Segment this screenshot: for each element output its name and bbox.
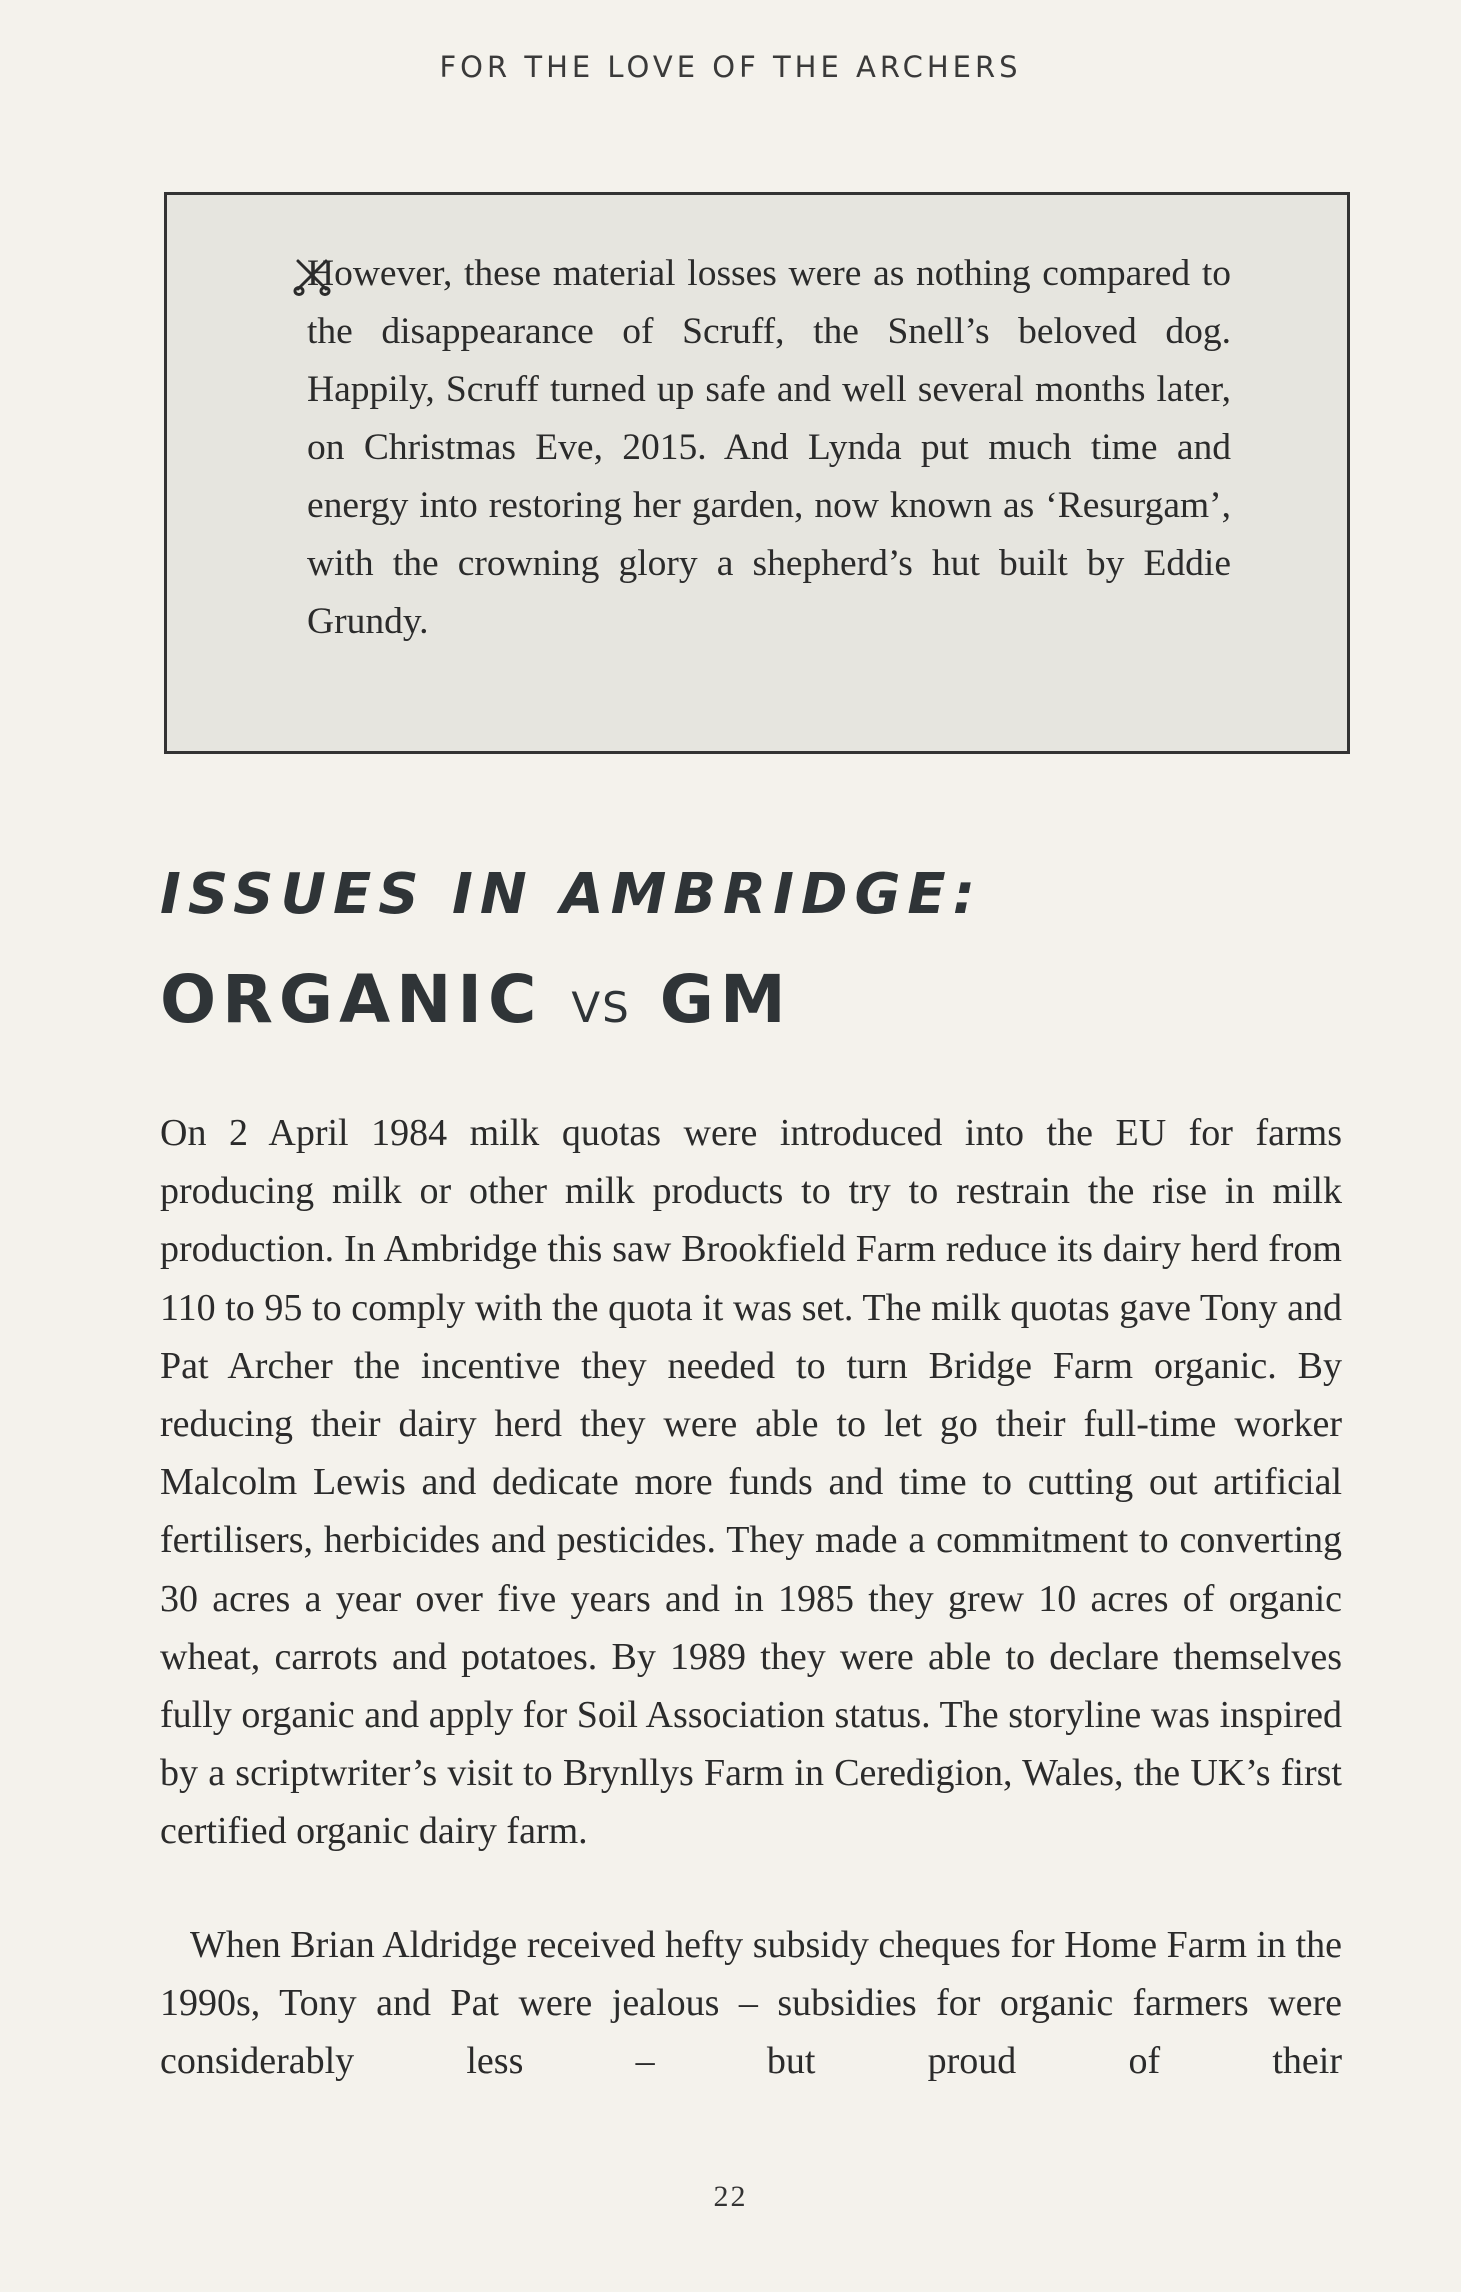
page-number: 22 [713, 2180, 748, 2213]
section-heading-line-2 [160, 960, 792, 1048]
box-text: However, these material losses were as nothing compared to the disappearance of Scruff, the Snell’s beloved dog. Happily, Scruff turned up safe and well several months later, on Christmas Eve, 2015. And Lynda put much time and energy into restoring her garden, now known as ‘Resurgam’, with the crowning glory a shepherd’s hut built by Eddie Grundy. [307, 253, 1231, 642]
sidebar-box [164, 192, 1350, 754]
running-head: FOR THE LOVE OF THE ARCHERS [439, 50, 1022, 84]
heading-gm: GM [659, 961, 792, 1038]
body-paragraph: On 2 April 1984 milk quotas were introduced into the EU for farms producing milk or other milk products to try to restrain the rise in milk production. In Ambridge this saw Brookfield Farm reduce its dairy herd from 110 to 95 to comply with the quota it was set. The milk quotas gave Tony and Pat Archer the incentive they needed to turn Bridge Farm organic. By reducing their dairy herd they were able to let go their full-time worker Malcolm Lewis and dedicate more funds and time to cutting out artificial fertilisers, herbicides and pesticides. They made a commitment to converting 30 acres a year over five years and in 1985 they grew 10 acres of organic wheat, carrots and potatoes. By 1989 they were able to declare themselves fully organic and apply for Soil Association status. The storyline was inspired by a scriptwriter’s visit to Brynllys Farm in Ceredigion, Wales, the UK’s first certified organic dairy farm. [160, 1112, 1342, 1853]
section-heading-line-1: ISSUES IN AMBRIDGE: [160, 862, 983, 927]
heading-vs: VS [571, 983, 631, 1032]
body-paragraph: When Brian Aldridge received hefty subsidy cheques for Home Farm in the 1990s, Tony and Pat were jealous – subsidies for organic farmers were considerably less – but proud of their [160, 1924, 1342, 2083]
heading-organic: ORGANIC [160, 961, 543, 1038]
